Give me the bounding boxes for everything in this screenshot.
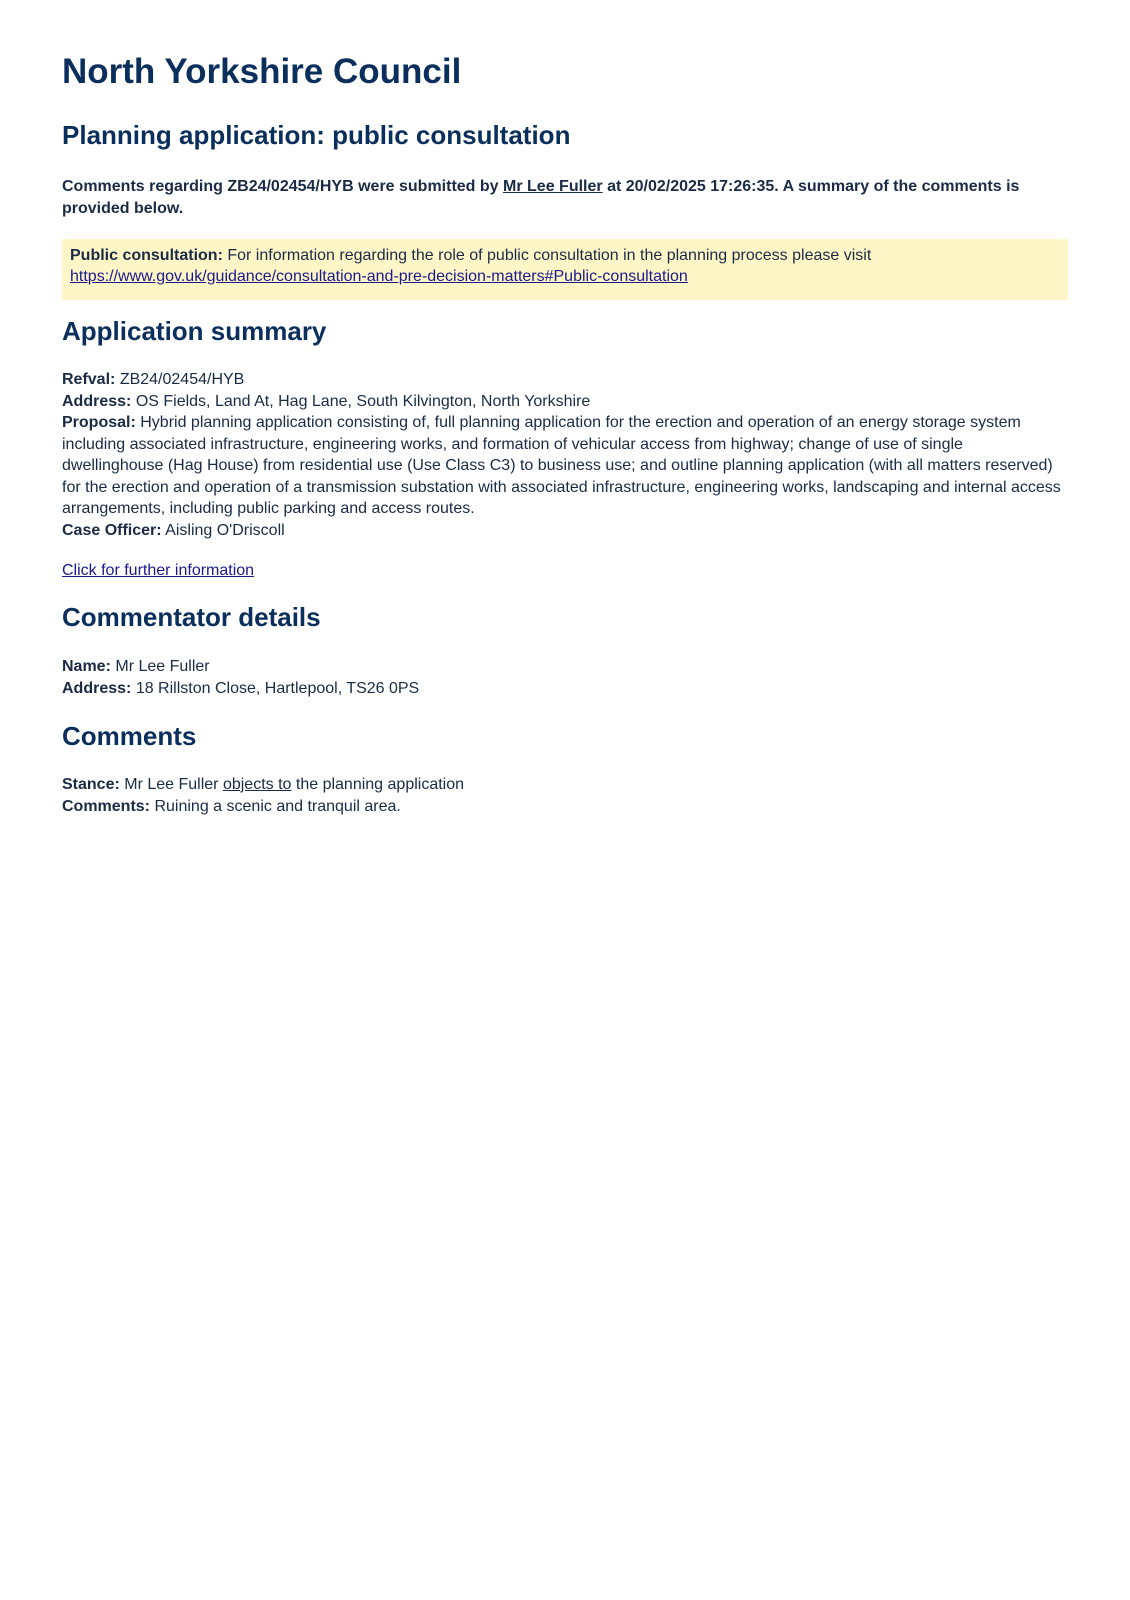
submitter-link[interactable]: Mr Lee Fuller <box>503 178 603 195</box>
commentator-name-label: Name: <box>62 658 111 675</box>
stance-label: Stance: <box>62 776 120 793</box>
refval-value: ZB24/02454/HYB <box>119 371 245 388</box>
notice-text: For information regarding the role of public consultation in the planning process please visit <box>227 247 872 264</box>
further-info-row <box>62 560 1068 582</box>
commentator-address-label: Address: <box>62 679 132 697</box>
proposal-label: Proposal: <box>62 414 136 431</box>
commentator-details <box>62 656 1068 699</box>
stance-suffix: the planning application <box>295 776 465 793</box>
application-summary <box>62 369 1068 541</box>
council-title: North Yorkshire Council <box>62 52 462 91</box>
proposal-value: Hybrid planning application consisting of, full planning application for the erection and operation of an energy storage system including associated infrastructure, engineering works, and formation of vehicular access from highway; change of use of single dwellinghouse (Hag House) from residential use (Use Class C3) to business use; and outline planning application (with all matters reserved) for the erection and operation of a transmission substation with associated infrastructure, engineering works, landscaping and internal access arrangements, including public parking and access routes. <box>62 414 1061 517</box>
proposal-row <box>62 412 1068 520</box>
case-officer-label: Case Officer: <box>62 521 162 539</box>
commentator-details-heading: Commentator details <box>62 602 321 632</box>
comments-heading: Comments <box>62 721 197 751</box>
intro-suffix: at 20/02/2025 17:26:35. A summary of the comments is provided below. <box>62 178 1020 217</box>
comments-section <box>62 774 1068 817</box>
application-summary-heading: Application summary <box>62 316 327 346</box>
further-information-link[interactable]: Click for further information <box>62 562 255 579</box>
address-row <box>62 391 1068 413</box>
commentator-address-row <box>62 678 1068 700</box>
refval-row <box>62 369 1068 391</box>
intro-prefix: Comments regarding ZB24/02454/HYB were submitted by <box>62 178 499 195</box>
public-consultation-notice <box>62 239 1068 300</box>
case-officer-row <box>62 520 1068 542</box>
stance-row <box>62 774 1068 796</box>
intro-paragraph <box>62 176 1068 220</box>
commentator-name-value: Mr Lee Fuller <box>115 658 210 675</box>
comments-label: Comments: <box>62 797 151 815</box>
comments-text: Ruining a scenic and tranquil area. <box>154 797 401 815</box>
case-officer-value: Aisling O'Driscoll <box>165 521 285 539</box>
page-subtitle: Planning application: public consultation <box>62 120 571 150</box>
comments-row <box>62 796 1068 818</box>
commentator-name-row <box>62 656 1068 678</box>
consultation-guidance-link[interactable]: https://www.gov.uk/guidance/consultation-and-pre-decision-matters#Public-consultation <box>70 268 688 285</box>
address-value: OS Fields, Land At, Hag Lane, South Kilvington, North Yorkshire <box>135 392 591 410</box>
stance-name: Mr Lee Fuller <box>124 776 219 793</box>
refval-label: Refval: <box>62 371 116 388</box>
stance-verb: objects to <box>222 776 292 793</box>
address-label: Address: <box>62 392 132 410</box>
commentator-address-value: 18 Rillston Close, Hartlepool, TS26 0PS <box>135 679 420 697</box>
notice-label: Public consultation: <box>70 247 223 264</box>
